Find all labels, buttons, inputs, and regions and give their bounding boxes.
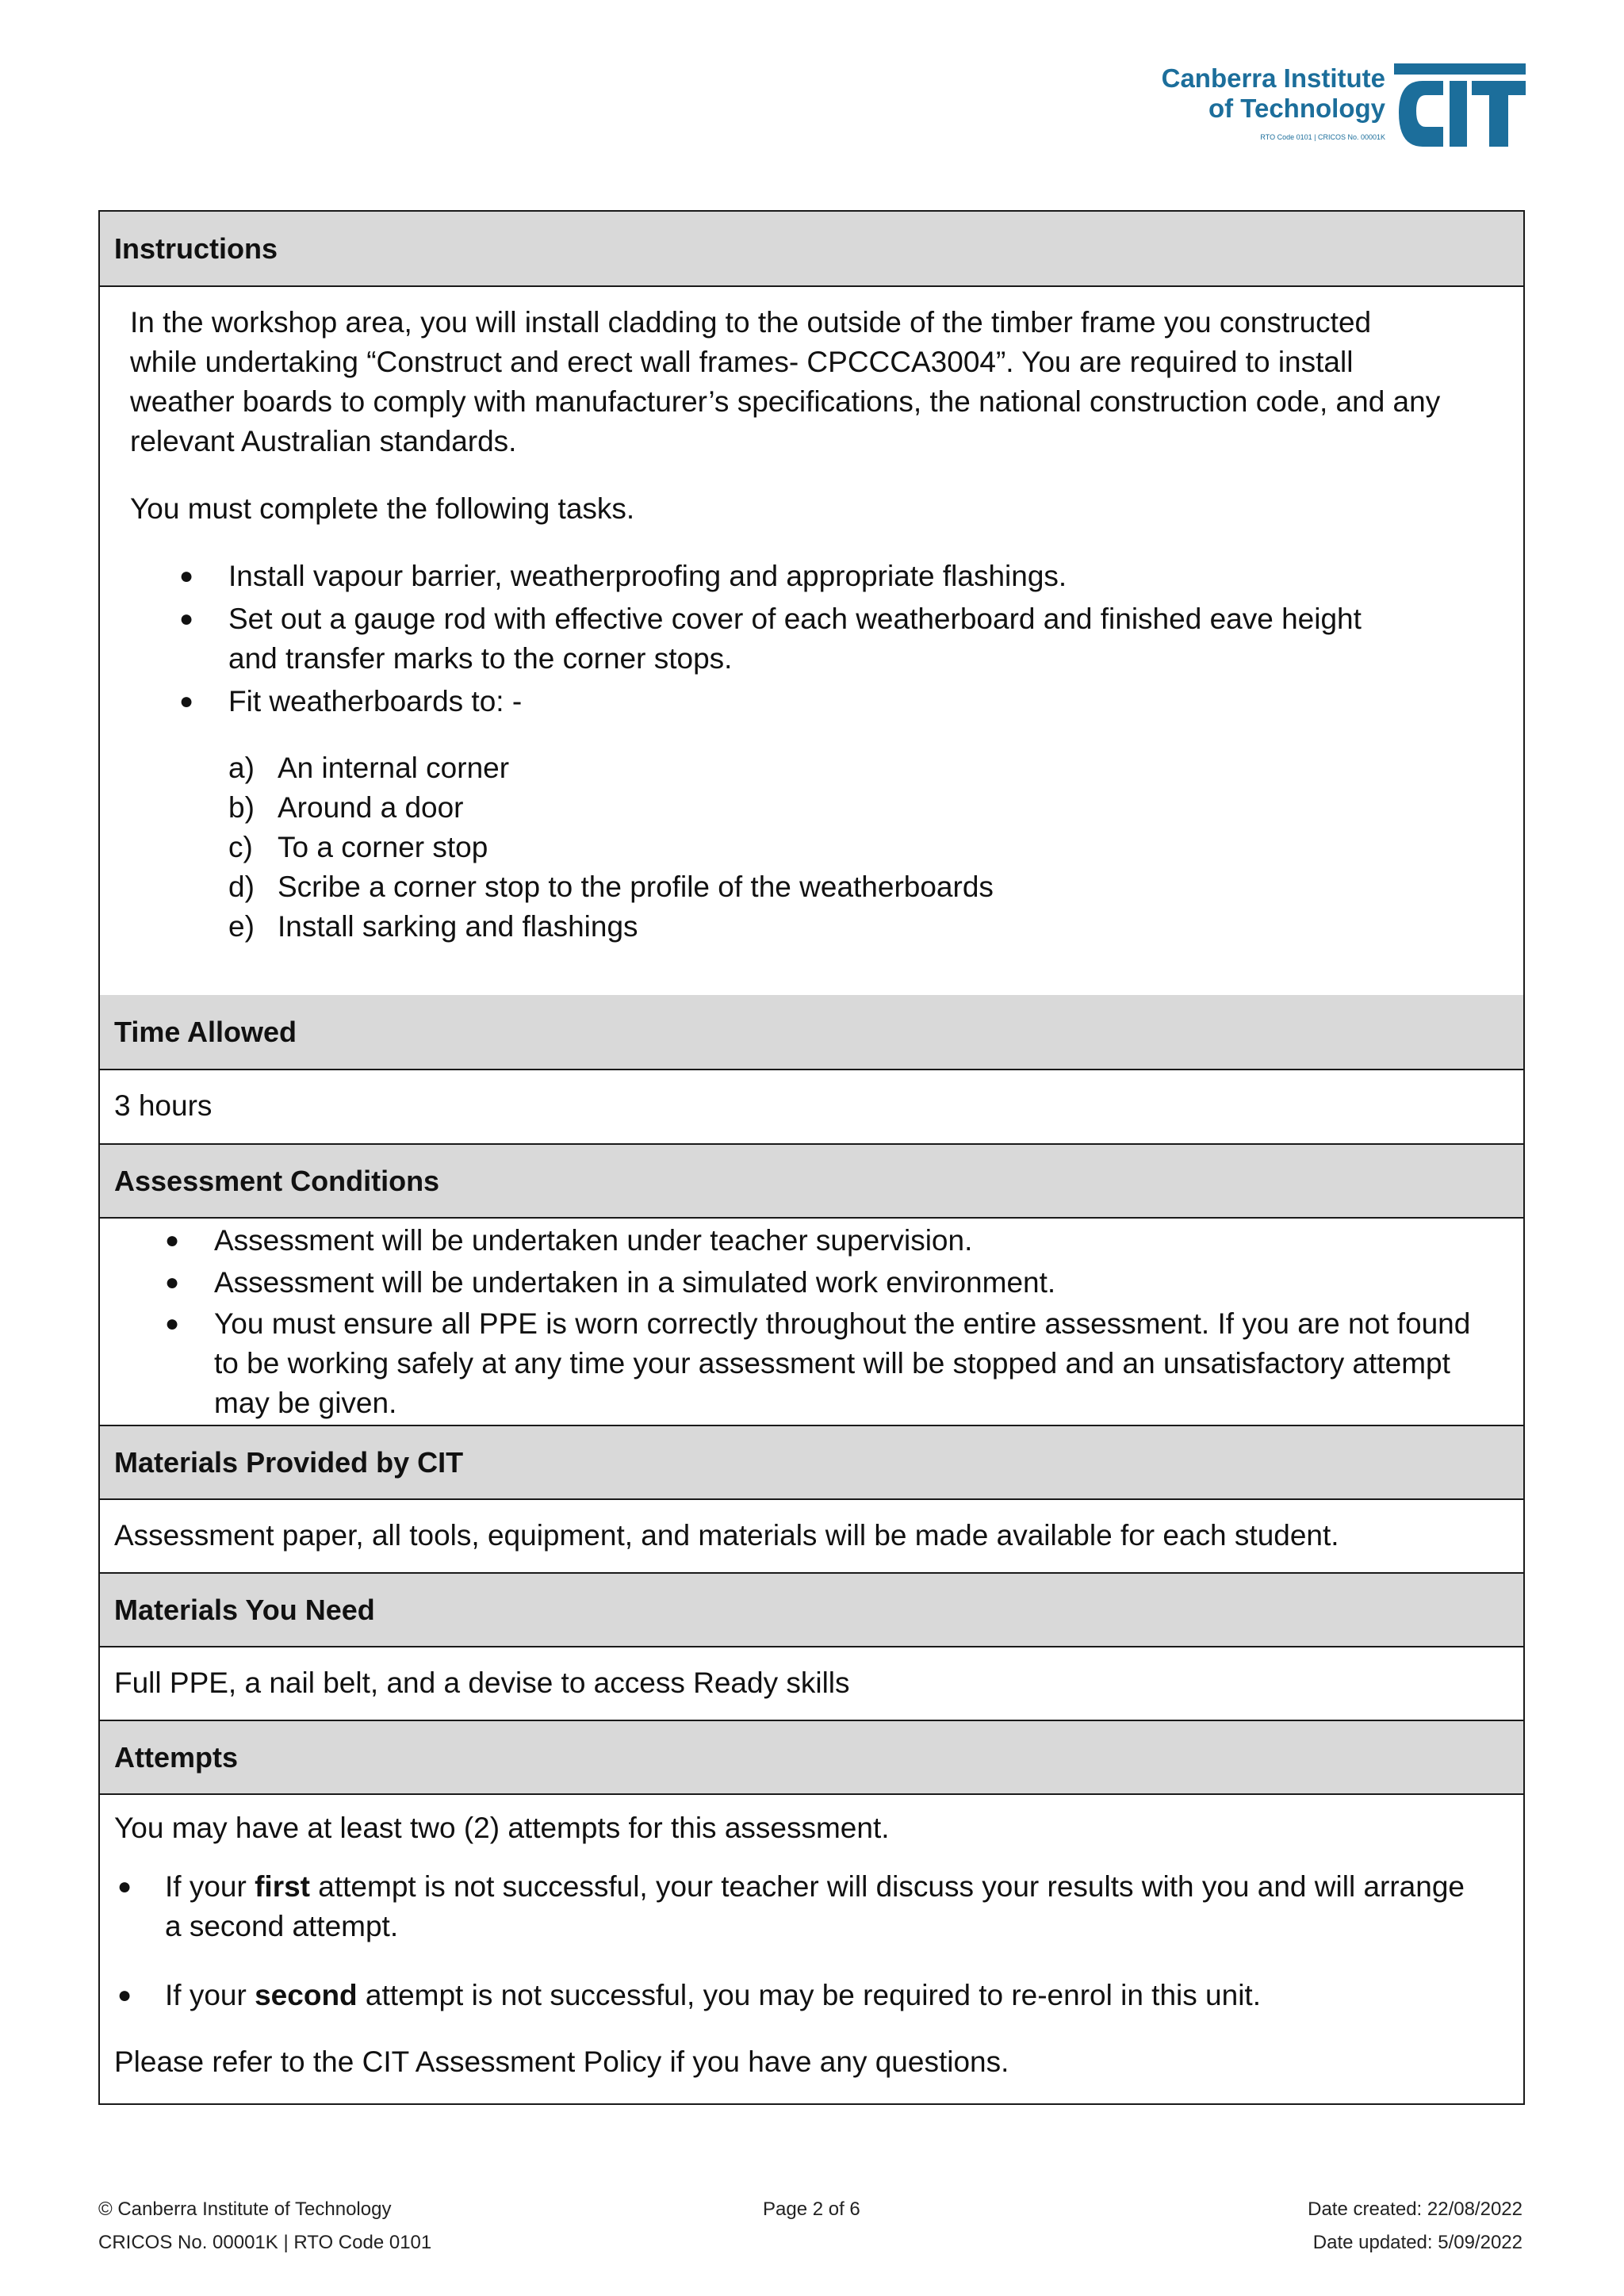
- instructions-para1-line1: In the workshop area, you will install cladding to the outside of the timber frame you constructed: [130, 306, 1372, 339]
- subtask-c-text: To a corner stop: [278, 831, 488, 863]
- bullet-icon: ●: [179, 688, 194, 714]
- subtask-d-letter: d): [228, 871, 255, 903]
- condition-2: Assessment will be undertaken in a simulated work environment.: [214, 1266, 1056, 1299]
- footer-date-created: Date created: 22/08/2022: [1308, 2198, 1522, 2220]
- bullet-icon: ●: [165, 1227, 180, 1253]
- materials-need-header: [100, 1572, 1523, 1646]
- footer-copyright: © Canberra Institute of Technology: [98, 2198, 392, 2220]
- logo-text-line2: of Technology: [1208, 94, 1385, 123]
- instructions-para2: You must complete the following tasks.: [130, 492, 635, 525]
- assessment-conditions-body: [100, 1217, 1523, 1425]
- subtask-d-text: Scribe a corner stop to the profile of the weatherboards: [278, 871, 994, 903]
- subtask-a-text: An internal corner: [278, 752, 510, 784]
- attempts-body: [100, 1793, 1523, 2103]
- task-3-line1: Fit weatherboards to: -: [228, 685, 523, 718]
- subtask-e-text: Install sarking and flashings: [278, 910, 638, 943]
- condition-3-line1: You must ensure all PPE is worn correctly throughout the entire assessment. If you are not found: [214, 1307, 1471, 1340]
- assessment-conditions-heading: Assessment Conditions: [114, 1164, 440, 1197]
- subtask-e-letter: e): [228, 910, 255, 943]
- footer-cricos: CRICOS No. 00001K | RTO Code 0101: [98, 2232, 432, 2253]
- bullet-icon: ●: [117, 1982, 132, 2008]
- footer-date-updated: Date updated: 5/09/2022: [1312, 2232, 1522, 2253]
- condition-3-line3: may be given.: [214, 1387, 397, 1419]
- instructions-body: [100, 285, 1523, 995]
- attempt-first-pre: If your: [165, 1870, 255, 1903]
- time-allowed-body: [100, 1069, 1523, 1143]
- bullet-icon: ●: [165, 1269, 180, 1295]
- instructions-header: [100, 212, 1523, 285]
- bullet-icon: ●: [179, 563, 194, 589]
- attempt-first-line1: [165, 1867, 1465, 1907]
- cit-logo-mark-icon: [1394, 63, 1526, 147]
- attempt-first-line2: a second attempt.: [165, 1910, 399, 1942]
- task-2-line2: and transfer marks to the corner stops.: [228, 642, 733, 675]
- materials-provided-heading: Materials Provided by CIT: [114, 1445, 464, 1479]
- subtask-b-letter: b): [228, 791, 255, 824]
- assessment-conditions-header: [100, 1143, 1523, 1217]
- instructions-para1-line2: while undertaking “Construct and erect wall frames- CPCCCA3004”. You are required to install: [130, 346, 1354, 378]
- task-2-line1: Set out a gauge rod with effective cover of each weatherboard and finished eave height: [228, 603, 1362, 635]
- subtask-c-letter: c): [228, 831, 253, 863]
- condition-3-line2: to be working safely at any time your assessment will be stopped and an unsatisfactory attempt: [214, 1347, 1450, 1380]
- footer-page-number: Page 2 of 6: [763, 2198, 860, 2220]
- subtask-b-text: Around a door: [278, 791, 464, 824]
- attempt-second-post: attempt is not successful, you may be required to re-enrol in this unit.: [357, 1979, 1261, 2011]
- attempt-first-bold: first: [255, 1870, 311, 1903]
- condition-1: Assessment will be undertaken under teacher supervision.: [214, 1224, 973, 1257]
- instructions-para1-line4: relevant Australian standards.: [130, 425, 517, 457]
- instructions-heading: Instructions: [114, 232, 278, 265]
- time-allowed-header: [100, 995, 1523, 1069]
- instructions-para1-line3: weather boards to comply with manufacturer’s specifications, the national construction code, and any: [130, 385, 1441, 418]
- logo-text-line1: Canberra Institute: [1161, 63, 1385, 93]
- attempt-second-line: [165, 1976, 1261, 2015]
- task-1-line1: Install vapour barrier, weatherproofing and appropriate flashings.: [228, 560, 1067, 592]
- attempts-closing: Please refer to the CIT Assessment Policy if you have any questions.: [114, 2045, 1009, 2078]
- attempt-first-post: attempt is not successful, your teacher will discuss your results with you and will arrange: [310, 1870, 1465, 1903]
- time-allowed-heading: Time Allowed: [114, 1015, 297, 1048]
- attempt-second-pre: If your: [165, 1979, 255, 2011]
- attempts-intro: You may have at least two (2) attempts for this assessment.: [114, 1812, 890, 1844]
- assessment-info-table: [98, 210, 1525, 2105]
- materials-provided-body: [100, 1498, 1523, 1572]
- bullet-icon: ●: [179, 606, 194, 632]
- logo-small-text: RTO Code 0101 | CRICOS No. 00001K: [1260, 133, 1385, 141]
- attempts-header: [100, 1720, 1523, 1793]
- cit-logo: [1151, 63, 1526, 151]
- materials-provided-header: [100, 1425, 1523, 1498]
- bullet-icon: ●: [165, 1311, 180, 1337]
- attempt-second-bold: second: [255, 1979, 358, 2011]
- materials-need-heading: Materials You Need: [114, 1593, 375, 1626]
- materials-provided-value: Assessment paper, all tools, equipment, and materials will be made available for each student.: [114, 1519, 1339, 1552]
- materials-need-body: [100, 1646, 1523, 1720]
- subtask-a-letter: a): [228, 752, 255, 784]
- attempts-heading: Attempts: [114, 1740, 239, 1774]
- bullet-icon: ●: [117, 1873, 132, 1900]
- materials-need-value: Full PPE, a nail belt, and a devise to access Ready skills: [114, 1667, 850, 1699]
- time-allowed-value: 3 hours: [114, 1089, 213, 1122]
